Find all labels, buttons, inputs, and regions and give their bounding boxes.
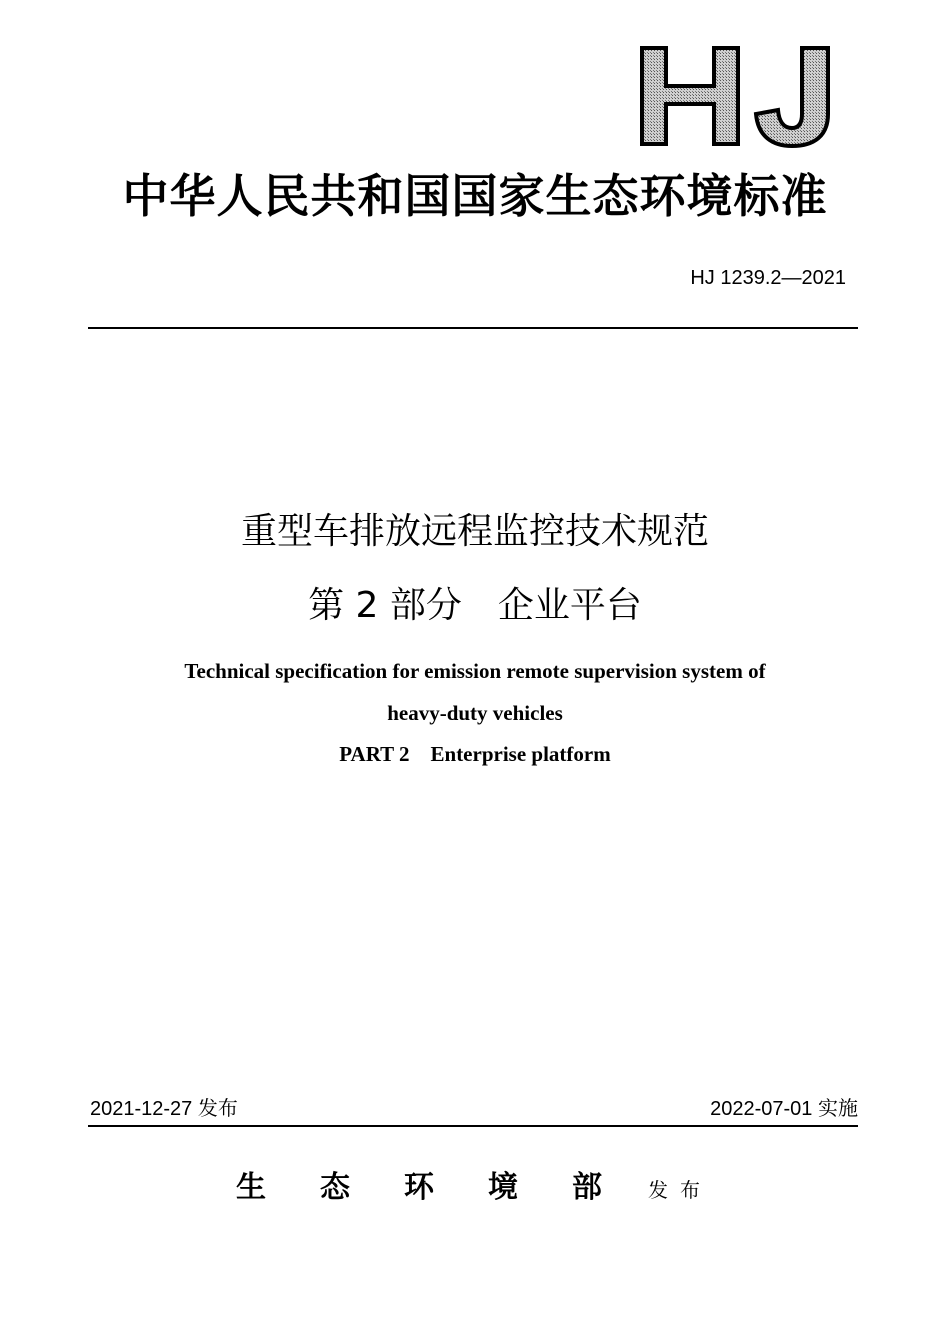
publisher-name: 生态环境部 — [236, 1170, 656, 1205]
title-cn-line1: 重型车排放远程监控技术规范 — [240, 511, 709, 552]
publisher-action: 发布 — [648, 1178, 712, 1202]
top-divider — [88, 327, 858, 329]
title-en-line2: heavy-duty vehicles — [387, 701, 563, 725]
title-en-line3: PART 2 Enterprise platform — [339, 742, 611, 766]
bottom-divider — [88, 1125, 858, 1127]
implement-date: 2022-07-01 实施 — [710, 1098, 858, 1120]
standard-number: HJ 1239.2—2021 — [690, 267, 846, 289]
org-title: 中华人民共和国国家生态环境标准 — [122, 169, 828, 223]
title-cn-line2: 第 2 部分 企业平台 — [308, 585, 642, 626]
hj-logo — [636, 44, 836, 148]
issue-date: 2021-12-27 发布 — [90, 1098, 238, 1120]
hj-logo-graphic — [636, 44, 836, 148]
title-en-line1: Technical specification for emission remote supervision system of — [184, 659, 766, 683]
